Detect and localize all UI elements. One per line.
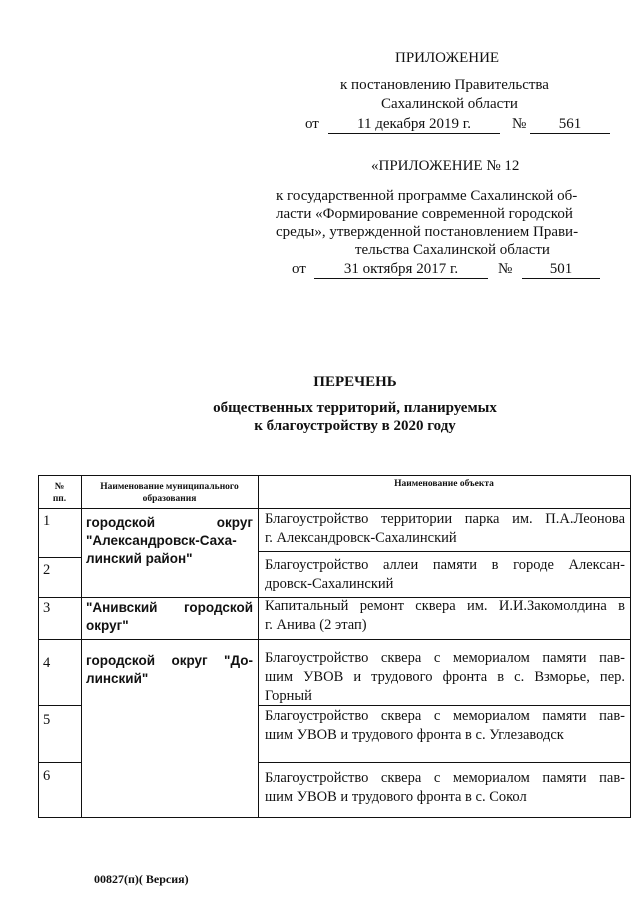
table-column-divider xyxy=(81,475,82,818)
table-row-divider xyxy=(38,557,81,558)
table-border-bottom xyxy=(38,817,631,818)
appendix12-number-label: № xyxy=(498,261,513,277)
appendix12-line-3: среды», утвержденной постановлением Прави- xyxy=(276,224,579,240)
appendix12-number: 501 xyxy=(522,261,600,279)
document-code: 00827(п)( Версия) xyxy=(94,872,189,886)
appendix12-line-2: ласти «Формирование современной городской xyxy=(276,206,573,222)
appendix-line-2: Сахалинской области xyxy=(381,96,518,112)
object-cell: Благоустройство сквера с мемориалом памяти пав- шим УВОВ и трудового фронта в с. Взморье, пер. Горный xyxy=(265,650,625,704)
row-number: 2 xyxy=(43,562,51,578)
appendix-date: 11 декабря 2019 г. xyxy=(328,116,500,134)
header-municipality: Наименование муниципального образования xyxy=(100,482,239,504)
appendix12-title: «ПРИЛОЖЕНИЕ № 12 xyxy=(371,158,520,174)
header-num: № пп. xyxy=(52,482,67,504)
row-number: 6 xyxy=(43,768,51,784)
appendix-title: ПРИЛОЖЕНИЕ xyxy=(395,50,500,66)
list-subtitle-1: общественных территорий, планируемых xyxy=(213,400,497,416)
municipality-cell: городской округ "До- линский" xyxy=(86,653,253,686)
object-cell: Капитальный ремонт сквера им. И.И.Закомолдина в г. Анива (2 этап) xyxy=(265,598,625,633)
table-row-divider xyxy=(258,551,631,552)
object-cell: Благоустройство аллеи памяти в городе Алексан- дровск-Сахалинский xyxy=(265,557,625,592)
list-subtitle-2: к благоустройству в 2020 году xyxy=(254,418,456,434)
appendix-from-label: от xyxy=(305,116,319,132)
table-row-divider xyxy=(38,762,81,763)
appendix12-date: 31 октября 2017 г. xyxy=(314,261,488,279)
table-row-divider xyxy=(38,639,631,640)
table-row-divider xyxy=(258,762,631,763)
table-row-divider xyxy=(38,705,81,706)
row-number: 3 xyxy=(43,600,51,616)
table-header-border xyxy=(38,508,631,509)
object-cell: Благоустройство территории парка им. П.А.Леонова г. Александровск-Сахалинский xyxy=(265,511,625,546)
object-cell: Благоустройство сквера с мемориалом памяти пав- шим УВОВ и трудового фронта в с. Сокол xyxy=(265,770,625,805)
table-border-left xyxy=(38,475,39,818)
appendix-number-label: № xyxy=(512,116,527,132)
municipality-cell: городской округ "Александровск-Саха- линский район" xyxy=(86,515,253,566)
row-number: 1 xyxy=(43,513,51,529)
appendix-number: 561 xyxy=(530,116,610,134)
appendix-line-1: к постановлению Правительства xyxy=(340,77,549,93)
row-number: 5 xyxy=(43,712,51,728)
municipality-cell: "Анивский городской округ" xyxy=(86,600,253,633)
list-title: ПЕРЕЧЕНЬ xyxy=(313,374,397,390)
table-border-top xyxy=(38,475,631,476)
object-cell: Благоустройство сквера с мемориалом памяти пав- шим УВОВ и трудового фронта в с. Углезаводск xyxy=(265,708,625,743)
table-column-divider xyxy=(258,475,259,818)
header-object: Наименование объекта xyxy=(394,479,494,489)
table-border-right xyxy=(630,475,631,818)
row-number: 4 xyxy=(43,655,51,671)
appendix12-line-1: к государственной программе Сахалинской об- xyxy=(276,188,578,204)
appendix12-from-label: от xyxy=(292,261,306,277)
appendix12-line-4: тельства Сахалинской области xyxy=(355,242,550,258)
